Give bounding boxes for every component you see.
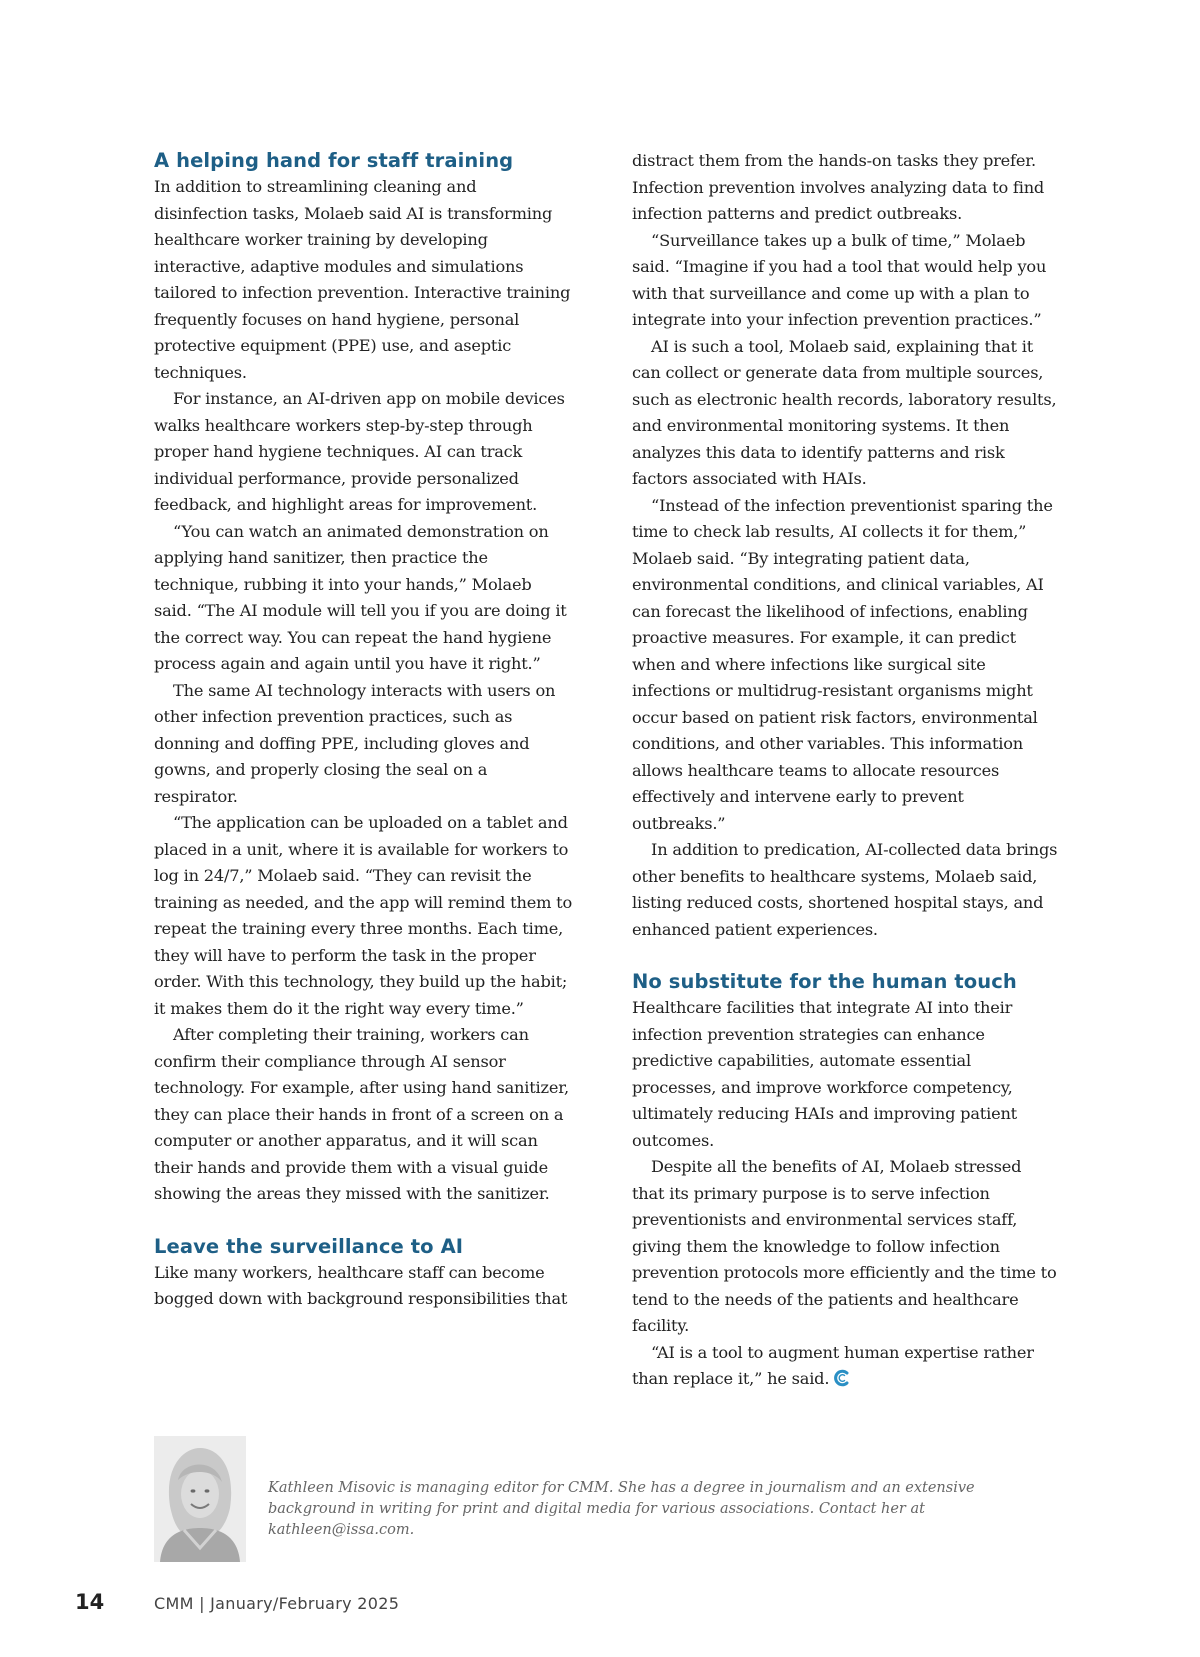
page-number: 14 (75, 1590, 105, 1614)
right-column (632, 148, 1058, 1393)
body-paragraph: In addition to predication, AI-collected data brings other benefits to healthcare systems, Molaeb said, listing reduced costs, shortened hospital stays, and enhanced patient experiences. (632, 840, 1058, 939)
body-paragraph: Despite all the benefits of AI, Molaeb stressed that its primary purpose is to serve infection preventionists and environmental services staff, giving them the knowledge to follow infection prevention protocols more efficiently and the time to tend to the needs of the patients and healthcare facility. (632, 1157, 1057, 1335)
closing-paragraph (632, 1340, 1058, 1393)
body-paragraph: For instance, an AI-driven app on mobile devices walks healthcare workers step-by-step through proper hand hygiene techniques. AI can track individual performance, provide personalized feedback, and highlight areas for improvement. (154, 389, 565, 514)
body-paragraph: “Instead of the infection preventionist sparing the time to check lab results, AI collects it for them,” Molaeb said. “By integrating patient data, environmental conditions, and clinical variables, AI can forecast the likelihood of infections, enabling proactive measures. For example, it can predict when and where infections like surgical site infections or multidrug-resistant organisms might occur based on patient risk factors, environmental conditions, and other variables. This information allows healthcare teams to allocate resources effectively and intervene early to prevent outbreaks.” (632, 495, 1053, 833)
section-heading-surveillance: Leave the surveillance to AI (154, 1234, 464, 1258)
author-photo (154, 1436, 246, 1562)
body-paragraph: distract them from the hands-on tasks they prefer. Infection prevention involves analyzing data to find infection patterns and predict outbreaks. (632, 151, 1045, 223)
left-column (154, 148, 574, 1313)
cmm-c-logo-icon (833, 1369, 851, 1387)
body-paragraph: “You can watch an animated demonstration on applying hand sanitizer, then practice the technique, rubbing it into your hands,” Molaeb said. “The AI module will tell you if you are doing it the correct way. You can repeat the hand hygiene process again and again until you have it right.” (154, 521, 567, 673)
body-paragraph: “Surveillance takes up a bulk of time,” Molaeb said. “Imagine if you had a tool that would help you with that surveillance and come up with a plan to integrate into your infection prevention practices.” (632, 230, 1047, 329)
closing-quote-text: “AI is a tool to augment human expertise rather than replace it,” he said. (632, 1342, 1034, 1388)
author-bio-text: Kathleen Misovic is managing editor for CMM. She has a degree in journalism and an extensive background in writing for print and digital media for various associations. Contact her at kathleen@issa.com. (268, 1480, 975, 1538)
body-paragraph: “The application can be uploaded on a tablet and placed in a unit, where it is available for workers to log in 24/7,” Molaeb said. “They can revisit the training as needed, and the app will remind them to repeat the training every three months. Each time, they will have to perform the task in the proper order. With this technology, they build up the habit; it makes them do it the right way every time.” (154, 813, 573, 1018)
publication-info: CMM | January/February 2025 (154, 1594, 400, 1613)
body-paragraph: Healthcare facilities that integrate AI into their infection prevention strategies can enhance predictive capabilities, automate essential processes, and improve workforce competency, ultimately reducing HAIs and improving patient outcomes. (632, 998, 1017, 1150)
body-paragraph: After completing their training, workers can confirm their compliance through AI sensor technology. For example, after using hand sanitizer, they can place their hands in front of a screen on a computer or another apparatus, and it will scan their hands and provide them with a visual guide showing the areas they missed with the sanitizer. (154, 1025, 569, 1203)
body-paragraph: In addition to streamlining cleaning and disinfection tasks, Molaeb said AI is transforming healthcare worker training by developing interactive, adaptive modules and simulations tailored to infection prevention. Interactive training frequently focuses on hand hygiene, personal protective equipment (PPE) use, and aseptic techniques. (154, 177, 571, 382)
author-bio (154, 1436, 1054, 1562)
section-heading-human-touch: No substitute for the human touch (632, 970, 1017, 993)
body-paragraph: The same AI technology interacts with users on other infection prevention practices, such as donning and doffing PPE, including gloves and gowns, and properly closing the seal on a respirator. (154, 680, 556, 806)
section-heading-staff-training: A helping hand for staff training (154, 149, 514, 172)
body-paragraph: AI is such a tool, Molaeb said, explaining that it can collect or generate data from multiple sources, such as electronic health records, laboratory results, and environmental monitoring systems. It then analyzes this data to identify patterns and risk factors associated with HAIs. (632, 336, 1057, 488)
body-paragraph: Like many workers, healthcare staff can become bogged down with background responsibilities that (154, 1262, 568, 1308)
